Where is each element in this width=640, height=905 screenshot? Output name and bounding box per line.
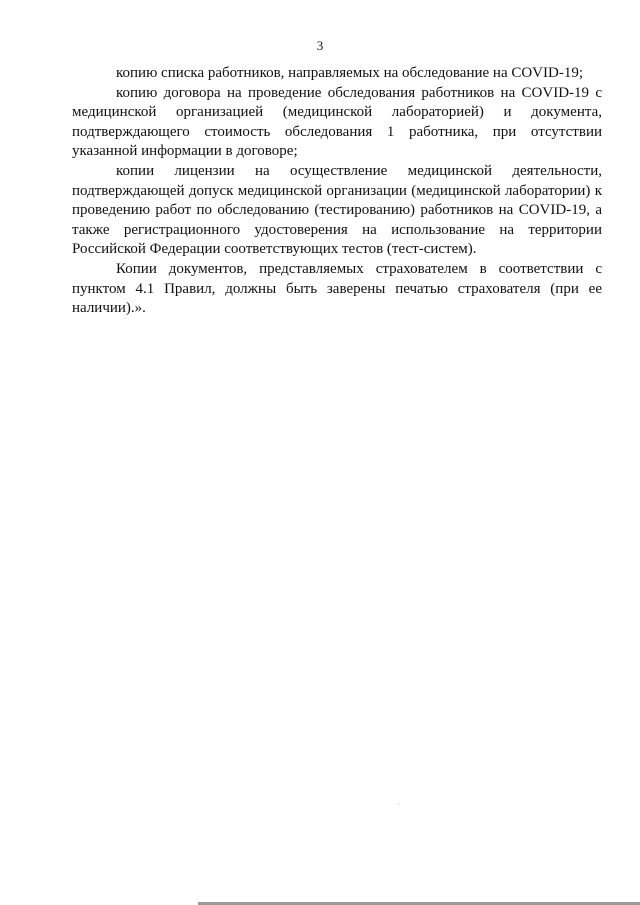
paragraph-contract-copy: копию договора на проведение обследования работников на COVID-19 с медицинской организацией (медицинской лабораторией) и документа, подтверждающего стоимость обследования 1 работника, при отсутствии указанной информации в договоре; — [72, 84, 602, 160]
page-number: 3 — [316, 38, 324, 53]
document-body — [72, 64, 602, 319]
paragraph-license-copy: копии лицензии на осуществление медицинской деятельности, подтверждающей допуск медицинской организации (медицинской лаборатории) к проведению работ по обследованию (тестированию) работников на COVID-19, а также регистрационного удостоверения на использование на территории Российской Федерации соответствующих тестов (тест-систем). — [72, 162, 602, 258]
paragraph-certification-requirement: Копии документов, представляемых страхователем в соответствии с пунктом 4.1 Правил, должны быть заверены печатью страхователя (при ее наличии).». — [72, 260, 602, 317]
paragraph-employee-list-copy: копию списка работников, направляемых на обследование на COVID-19; — [116, 65, 584, 81]
scan-speck — [398, 803, 399, 804]
